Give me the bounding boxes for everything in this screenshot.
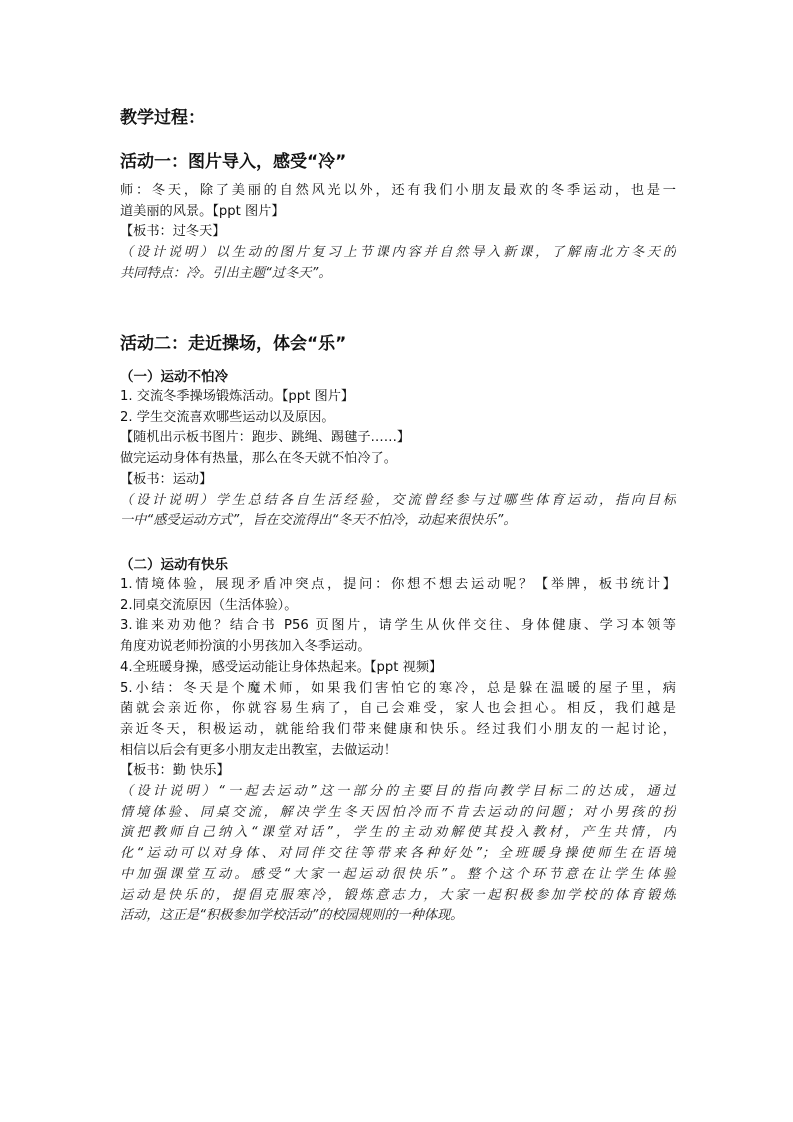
part-2-line-5b: 菌就会亲近你，你就容易生病了，自己会难受，家人也会担心。相反，我们越是: [120, 701, 676, 717]
activity-1-design-line-2: 共同特点：冷。引出主题“过冬天”。: [120, 265, 332, 281]
part-2-line-3b: 角度劝说老师扮演的小男孩加入冬季运动。: [120, 639, 371, 655]
activity-2-heading: 活动二：走近操场，体会“乐”: [120, 334, 347, 354]
part-2-board-note: 【板书：勤 快乐】: [120, 763, 230, 779]
activity-2-section: [120, 332, 676, 356]
part-1-heading: （一）运动不怕冷: [120, 369, 228, 385]
part-2-line-4: 4.全班暖身操，感受运动能让身体热起来。【ppt 视频】: [120, 659, 443, 675]
part-2-design-line: 情境体验、同桌交流，解决学生冬天因怕冷而不肯去运动的问题；对小男孩的扮: [120, 804, 676, 820]
part-2-line-5c: 亲近冬天，积极运动，就能给我们带来健康和快乐。经过我们小朋友的一起讨论，: [120, 721, 676, 737]
part-1-body: [120, 387, 676, 532]
activity-1-board-note: 【板书：过冬天】: [120, 224, 226, 240]
part-2-heading: （二）运动有快乐: [120, 557, 228, 573]
part-2-section: [120, 555, 676, 575]
activity-1-body: [120, 181, 676, 285]
part-2-body: [120, 575, 676, 927]
part-2-design-line: 运动是快乐的，提倡克服寒冷，锻炼意志力，大家一起积极参加学校的体育锻炼: [120, 887, 676, 903]
part-2-design-line: 演把教师自己纳入“课堂对话”，学生的主动劝解使其投入教材，产生共情，内: [120, 825, 676, 841]
part-2-line-2: 2.同桌交流原因（生活体验）。: [120, 597, 298, 613]
part-2-design-line: 中加强课堂互动。感受“大家一起运动很快乐”。整个这个环节意在让学生体验: [120, 866, 676, 882]
part-1-section: [120, 367, 676, 387]
page-title: 教学过程：: [120, 108, 205, 128]
part-2-line-5d: 相信以后会有更多小朋友走出教室，去做运动！: [120, 742, 397, 758]
part-1-line: 2. 学生交流喜欢哪些运动以及原因。: [120, 409, 335, 425]
part-2-design-line: 活动，这正是“积极参加学校活动”的校园规则的一种体现。: [120, 908, 464, 924]
part-2-line-5a: 5.小结：冬天是个魔术师，如果我们害怕它的寒冷，总是躲在温暖的屋子里，病: [120, 680, 676, 696]
activity-1-section: [120, 150, 676, 174]
activity-1-design-line-1: （设计说明）以生动的图片复习上节课内容并自然导入新课，了解南北方冬天的: [120, 245, 676, 261]
part-1-line: 做完运动身体有热量，那么在冬天就不怕冷了。: [120, 451, 397, 467]
part-2-design-line: （设计说明）“一起去运动”这一部分的主要目的指向教学目标二的达成，通过: [120, 784, 676, 800]
part-2-line-1: 1.情境体验，展现矛盾冲突点，提问：你想不想去运动呢？【举牌，板书统计】: [120, 577, 676, 592]
part-1-design-line-2: 一中“感受运动方式”，旨在交流得出“冬天不怕冷，动起来很快乐”。: [120, 513, 517, 529]
activity-1-teacher-line-1: 师：冬天，除了美丽的自然风光以外，还有我们小朋友最欢的冬季运动，也是一: [120, 183, 676, 198]
activity-1-teacher-line-2: 道美丽的风景。【ppt 图片】: [120, 203, 285, 219]
part-2-design-line: 化“运动可以对身体、对同伴交往等带来各种好处”；全班暖身操使师生在语境: [120, 846, 676, 862]
part-2-line-3a: 3.谁来劝劝他？结合书 P56 页图片，请学生从伙伴交往、身体健康、学习本领等: [120, 618, 676, 634]
part-1-line: 【随机出示板书图片：跑步、跳绳、踢毽子……】: [120, 430, 411, 446]
part-1-design-line-1: （设计说明）学生总结各自生活经验，交流曾经参与过哪些体育运动，指向目标: [120, 492, 676, 508]
part-1-board-note: 【板书：运动】: [120, 471, 213, 487]
part-1-line: 1. 交流冬季操场锻炼活动。【ppt 图片】: [120, 389, 355, 404]
activity-1-heading: 活动一：图片导入，感受“冷”: [120, 152, 347, 172]
